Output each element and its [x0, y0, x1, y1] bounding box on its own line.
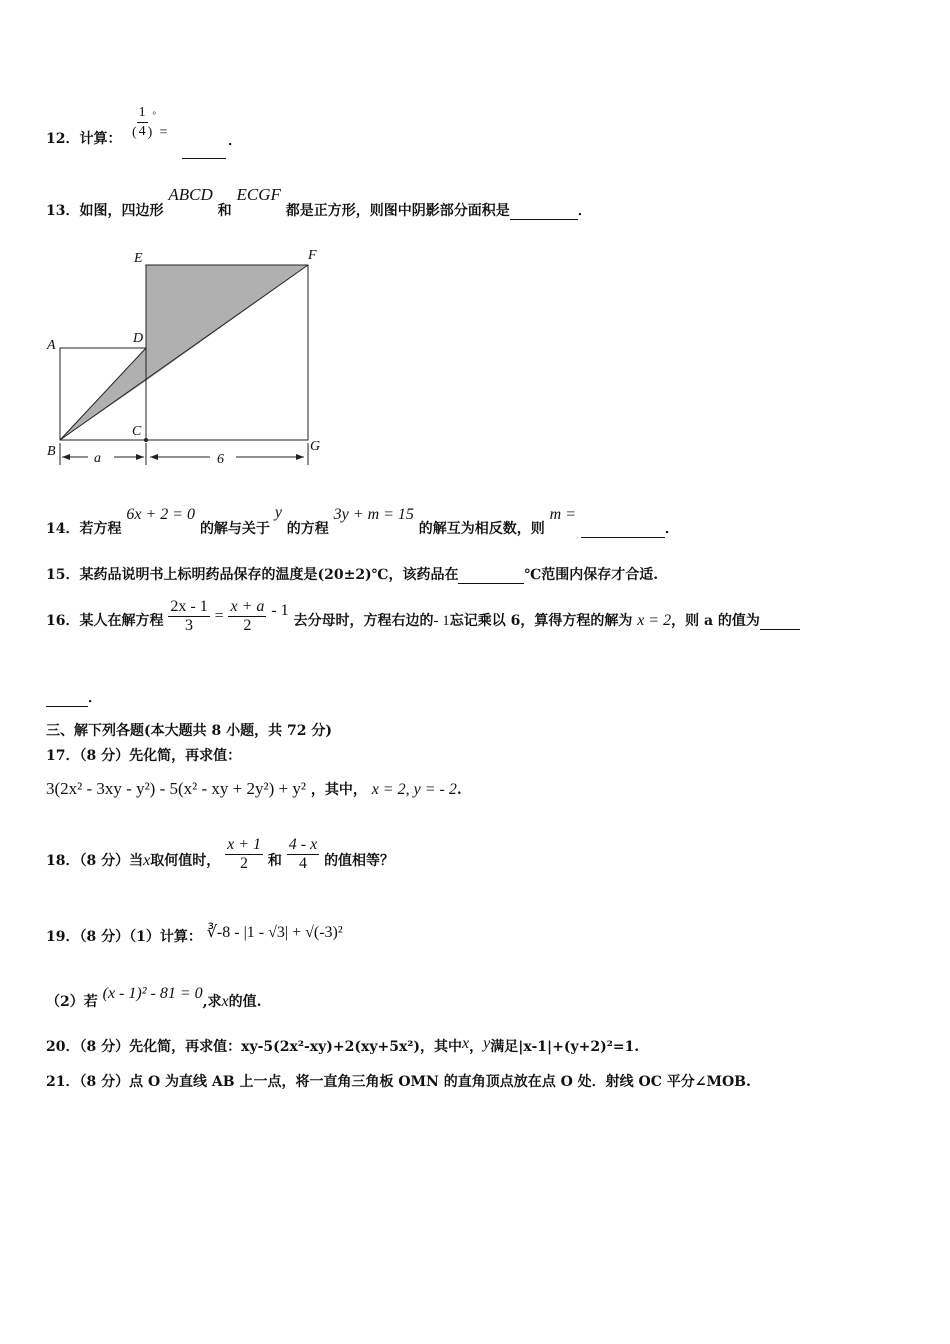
- question-17-expression: 3(2x² - 3xy - y²) - 5(x² - xy + 2y²) + y² ，其中， x = 2, y = - 2.: [46, 779, 462, 798]
- label-a: A: [47, 338, 56, 353]
- question-18: 18．（8 分）当x取何值时， $\frac{x + 1}{2}$ 和 $\frac{4 - x}{4}$ 的值相等？: [46, 836, 395, 872]
- question-17: 17．（8 分）先化简，再求值：: [46, 748, 242, 764]
- question-21: 21．（8 分）点 O 为直线 AB 上一点，将一直角三角板 OMN 的直角顶点放在点 O 处．射线 OC 平分∠MOB.: [46, 1074, 751, 1090]
- question-13: 13．如图，四边形 ABCD 和 ECGF 都是正方形，则图中阴影部分面积是 ．: [46, 185, 592, 219]
- question-15: 15．某药品说明书上标明药品保存的温度是(20±2)℃，该药品在 ℃范围内保存才合适.: [46, 567, 659, 583]
- figure-13-squares: [44, 245, 334, 475]
- question-19: 19．（8 分）（1）计算： ∛-8 - |1 - √3| + √(-3)²: [46, 924, 343, 945]
- label-b: B: [47, 444, 56, 459]
- question-12: 12．计算： ( $\frac{1}{4}$ )° = ．: [46, 104, 121, 124]
- label-g: G: [310, 439, 321, 454]
- q13-answer-blank[interactable]: [510, 203, 578, 220]
- q15-answer-blank[interactable]: [458, 567, 524, 584]
- q14-answer-blank[interactable]: [581, 521, 665, 538]
- label-a-length: a: [94, 451, 101, 466]
- section-3-title: 三、解下列各题(本大题共 8 小题，共 72 分): [46, 723, 332, 739]
- q12-answer-blank[interactable]: [182, 142, 226, 159]
- label-e: E: [134, 251, 143, 266]
- q12-expression: ( $\frac{1}{4}$ )° =: [132, 105, 168, 140]
- question-19-part-2: （2）若 (x - 1)² - 81 = 0,求x的值.: [46, 985, 262, 1010]
- question-20: 20．（8 分）先化简，再求值：xy-5(2x²-xy)+2(xy+5x²)，其中x，y满足|x-1|+(y+2)²=1.: [46, 1035, 640, 1055]
- question-14: 14．若方程 6x + 2 = 0 的解与关于 y 的方程 3y + m = 15 的解互为相反数，则 m = ．: [46, 504, 679, 537]
- question-16-continuation: ．: [46, 687, 102, 707]
- q16-answer-blank-cont[interactable]: [46, 690, 88, 707]
- label-6-length: 6: [217, 452, 224, 467]
- label-c: C: [132, 424, 142, 439]
- label-f: F: [308, 248, 317, 263]
- q16-answer-blank[interactable]: [760, 613, 800, 630]
- label-d: D: [133, 331, 144, 346]
- question-16: 16．某人在解方程 $\frac{2x - 1}{3}$ = $\frac{x + a}{2}$ - 1 去分母时，方程右边的- 1忘记乘以 6，算得方程的解为 x = 2，则 a 的值为: [46, 598, 800, 635]
